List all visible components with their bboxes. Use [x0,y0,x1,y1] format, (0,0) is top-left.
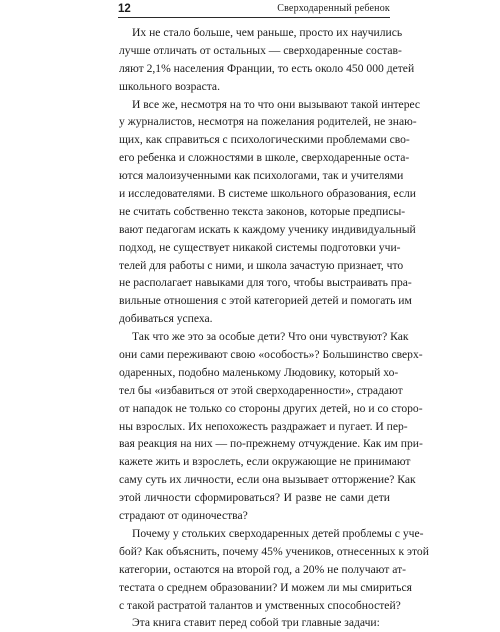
text-line: у журналистов, несмотря на пожелания родителей, не знаю- [119,115,417,129]
text-line: ны взрослых. Их непохожесть раздражает и пугает. И пер- [119,419,408,433]
body-text [119,24,429,632]
text-line: ются малоизученными как психологами, так и учителями [119,169,404,183]
text-line: подход, не существует никакой системы подготовки учи- [119,240,401,254]
text-line: от нападок не только со стороны других детей, но и со сторо- [119,401,423,415]
text-line: добиваться успеха. [119,312,213,326]
text-line: щих, как справиться с психологическими проблемами сво- [119,133,410,147]
text-line: вая реакция на них — по-прежнему отчуждение. Как им при- [119,437,423,451]
text-line: не считать собственно текста законов, которые предписы- [119,204,406,218]
text-line: И все же, несмотря на то что они вызывают такой интерес [132,97,421,111]
text-line: с такой растратой талантов и умственных способностей? [119,598,401,612]
text-line: одаренных, подобно маленькому Людовику, который хо- [119,365,399,379]
paragraph [119,96,421,329]
page-number: 12 [118,3,131,15]
text-line: кажете жить и взрослеть, если окружающие не принимают [119,455,411,469]
text-line: телей для работы с ними, и школа зачастую признает, что [119,258,404,272]
text-line: Эта книга ставит перед собой три главные задачи: [132,616,380,630]
running-title: Сверходаренный ребенок [277,3,390,14]
text-line: вают педагогам искать к каждому ученику индивидуальный [119,222,416,236]
text-line: не располагает навыками для того, чтобы выстраивать пра- [119,276,412,290]
paragraph [119,614,390,632]
text-line: бой? Как объяснить, почему 45% учеников, отнесенных к этой [119,544,429,558]
text-line: страдают от одиночества? [119,509,248,523]
text-line: его ребенка и сложностями в школе, сверходаренные оста- [119,151,410,165]
text-line: тестата о среднем образовании? И можем ли мы смириться [119,580,412,594]
text-line: вильные отношения с этой категорией детей и помогать им [119,294,412,308]
paragraph [119,328,423,525]
text-line: ляют 2,1% населения Франции, то есть около 450 000 детей [119,61,415,75]
paragraph [119,24,415,96]
text-line: Почему у стольких сверходаренных детей проблемы с уче- [132,526,424,540]
text-line: тел бы «избавиться от этой сверходаренности», страдают [119,383,403,397]
text-line: школьного возраста. [119,79,220,93]
header-rule [118,17,390,18]
paragraph [119,525,429,614]
text-line: они сами переживают свою «особость»? Большинство сверх- [119,348,423,362]
text-line: лучше отличать от остальных — сверходаренные состав- [119,43,402,57]
text-line: Их не стало больше, чем раньше, просто их научились [132,26,403,39]
text-line: Так что же это за особые дети? Что они чувствуют? Как [132,330,409,344]
text-line: этой личности сформироваться? И разве не сами дети [119,491,390,505]
page-header [118,3,390,17]
text-line: и исследователями. В системе школьного образования, если [119,187,417,201]
text-line: категории, остаются на второй год, а 20% не получают ат- [119,562,407,576]
text-line: саму суть их личности, если она вызывает отторжение? Как [119,473,416,487]
